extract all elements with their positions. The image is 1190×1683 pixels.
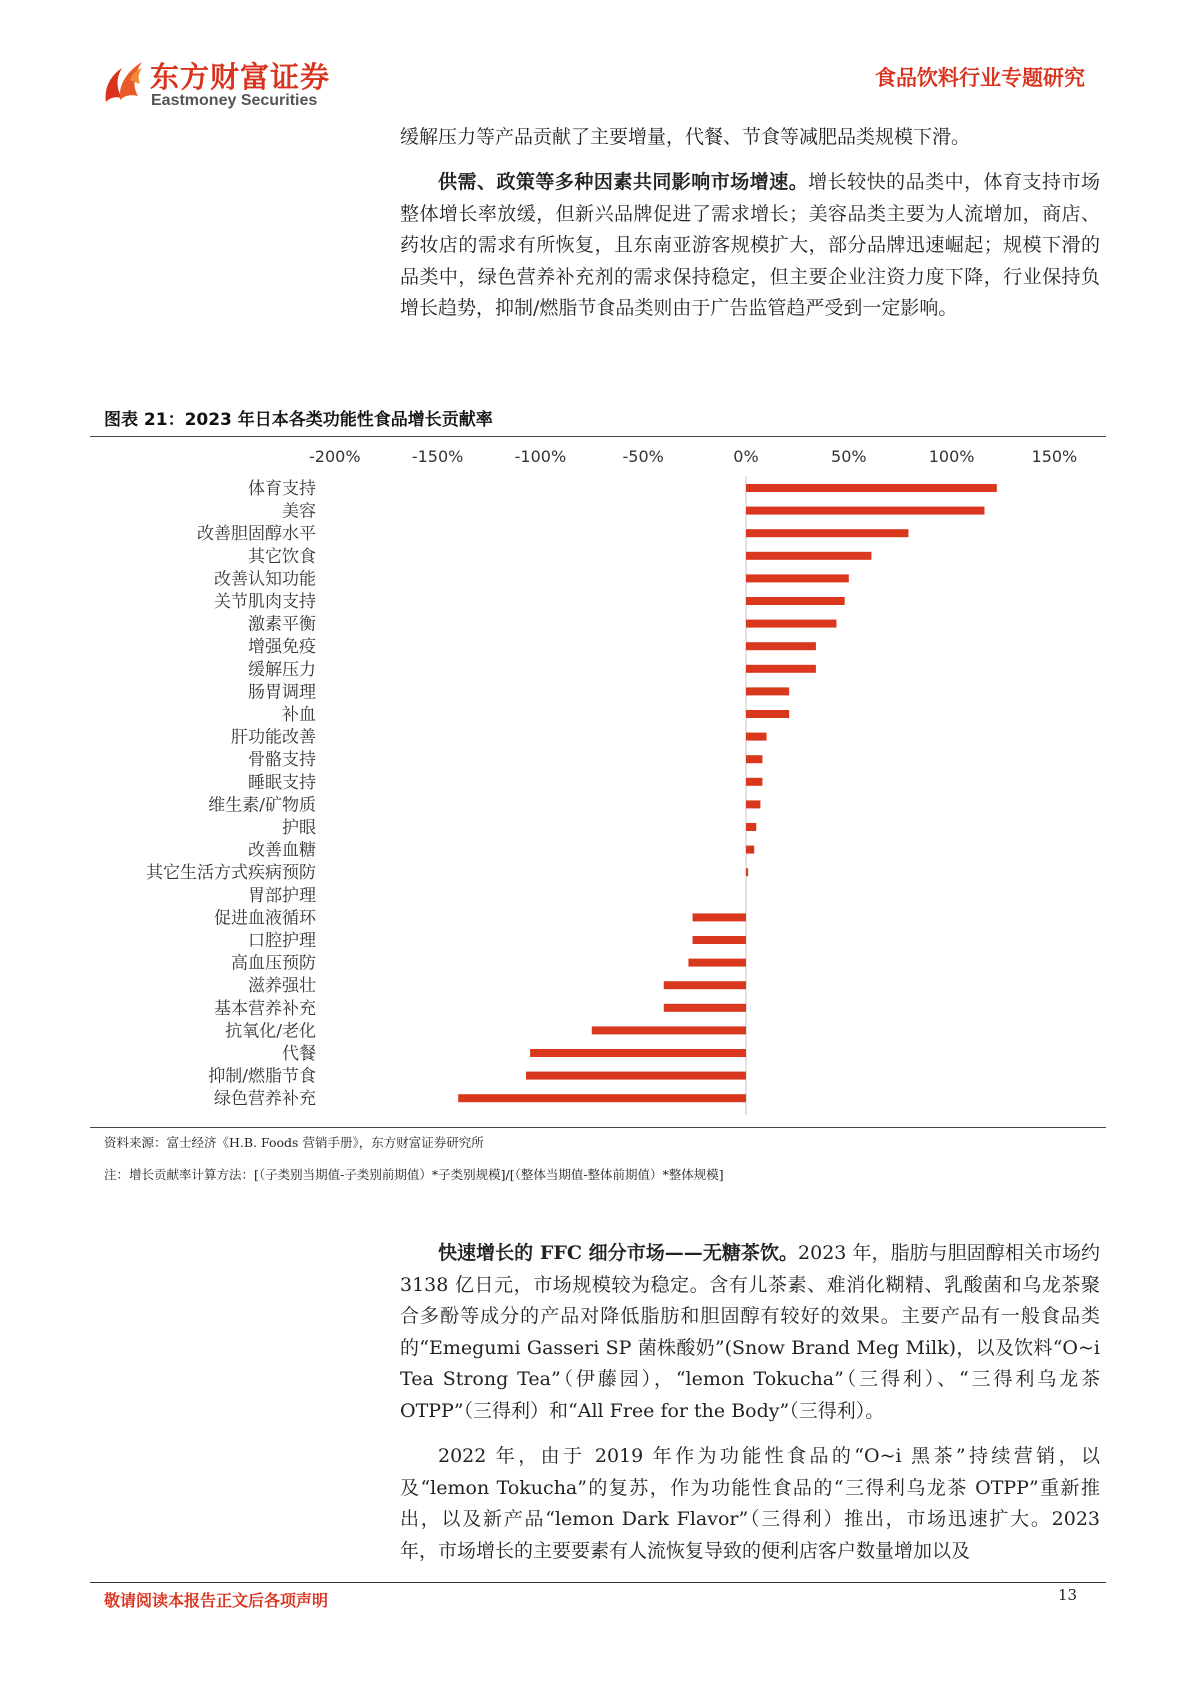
x-tick-label: 100%: [928, 447, 975, 466]
category-label: 缓解压力: [248, 659, 316, 680]
category-label: 维生素/矿物质: [208, 795, 316, 816]
category-label: 补血: [282, 705, 316, 725]
bar: [592, 1026, 746, 1034]
paragraph-2-lead: 供需、政策等多种因素共同影响市场增速。: [438, 171, 809, 193]
bar: [746, 620, 836, 628]
paragraph-2: [400, 167, 1100, 325]
category-label: 基本营养补充: [214, 998, 316, 1019]
logo-flame-icon: [102, 58, 146, 104]
paragraph-1-text: 缓解压力等产品贡献了主要增量，代餐、节食等减肥品类规模下滑。: [400, 126, 971, 148]
category-label: 体育支持: [248, 479, 316, 499]
paragraph-3-lead: 快速增长的 FFC 细分市场——无糖茶饮。: [438, 1242, 799, 1264]
logo-text-cn: 东方财富证券: [150, 60, 331, 94]
bar: [526, 1072, 746, 1080]
logo-text-en: Eastmoney Securities: [151, 92, 318, 109]
page-number: 13: [1058, 1586, 1078, 1604]
bar: [746, 778, 762, 786]
bar: [746, 529, 908, 537]
bar: [693, 913, 746, 921]
bar: [746, 710, 789, 718]
category-label: 改善胆固醇水平: [197, 524, 316, 545]
figure-top-rule: [90, 436, 1106, 437]
category-label: 肠胃调理: [248, 682, 316, 703]
category-label: 代餐: [282, 1044, 316, 1064]
bar: [664, 981, 746, 989]
bar-chart: [90, 440, 1106, 1125]
paragraph-2-text: 增长较快的品类中，体育支持市场整体增长率放缓，但新兴品牌促进了需求增长；美容品类主要为人流增加，商店、药妆店的需求有所恢复，且东南亚游客规模扩大，部分品牌迅速崛起；规模下滑的品类中，绿色营养补充剂的需求保持稳定，但主要企业注资力度下降，行业保持负增长趋势，抑制/燃脂节食品类则由于广告监管趋严受到一定影响。: [400, 171, 1100, 319]
category-label: 抗氧化/老化: [225, 1021, 316, 1042]
category-label: 滋养强壮: [248, 976, 316, 997]
x-tick-label: 0%: [733, 447, 759, 466]
figure-note: 注：增长贡献率计算方法：[（子类别当期值-子类别前期值）*子类别规模]/[（整体当期值-整体前期值）*整体规模]: [104, 1167, 724, 1182]
paragraph-3-text: 2023 年，脂肪与胆固醇相关市场约 3138 亿日元，市场规模较为稳定。含有儿茶素、难消化糊精、乳酸菌和乌龙茶聚合多酚等成分的产品对降低脂肪和胆固醇有较好的效果。主要产品有一般食品类的“Emegumi Gasseri SP 菌株酸奶”(Snow Brand Meg Milk)，以及饮料“O~i Tea Strong Tea”（伊藤园），“lemon Tokucha”（三得利）、“三得利乌龙茶 OTPP”（三得利）和“All Free for the Body”（三得利）。: [400, 1242, 1100, 1422]
bar: [746, 597, 845, 605]
bar: [746, 642, 816, 650]
bar: [530, 1049, 746, 1057]
bar: [746, 755, 762, 763]
bar: [746, 665, 816, 673]
category-label: 口腔护理: [248, 931, 316, 951]
category-label: 改善认知功能: [214, 569, 316, 590]
figure-bottom-rule: [90, 1127, 1106, 1128]
figure-title: 图表 21：2023 年日本各类功能性食品增长贡献率: [104, 410, 493, 430]
category-label: 促进血液循环: [214, 908, 316, 929]
report-title: 食品饮料行业专题研究: [875, 66, 1085, 90]
category-label: 骨骼支持: [248, 750, 316, 771]
bar: [746, 733, 767, 741]
category-label: 其它生活方式疾病预防: [146, 863, 316, 884]
category-label: 美容: [282, 501, 316, 522]
category-label: 关节肌肉支持: [214, 592, 316, 612]
bar: [746, 823, 756, 831]
category-label: 护眼: [282, 818, 316, 838]
category-label: 绿色营养补充: [214, 1089, 316, 1110]
x-tick-label: -100%: [514, 447, 567, 466]
bar: [746, 574, 849, 582]
category-label: 胃部护理: [248, 885, 316, 906]
bar: [688, 959, 746, 967]
bar: [746, 800, 760, 808]
bar: [746, 507, 984, 515]
footer-rule: [90, 1582, 1106, 1583]
x-tick-label: 150%: [1031, 447, 1078, 466]
bar: [746, 552, 871, 560]
paragraph-3: [400, 1238, 1100, 1427]
category-label: 其它饮食: [248, 546, 316, 567]
x-tick-label: -200%: [309, 447, 361, 466]
paragraph-4: [400, 1441, 1100, 1567]
x-tick-label: -150%: [411, 447, 464, 466]
category-label: 高血压预防: [231, 953, 316, 974]
bar: [458, 1094, 746, 1102]
x-tick-label: -50%: [622, 447, 664, 466]
bar: [746, 687, 789, 695]
category-label: 睡眠支持: [248, 772, 316, 793]
bar: [746, 484, 997, 492]
footer-disclaimer: 敬请阅读本报告正文后各项声明: [104, 1591, 329, 1610]
figure-source: 资料来源：富士经济《H.B. Foods 营销手册》，东方财富证券研究所: [104, 1135, 484, 1150]
category-label: 激素平衡: [248, 614, 316, 635]
category-label: 增强免疫: [248, 637, 316, 658]
bar: [693, 936, 746, 944]
category-label: 改善血糖: [248, 840, 316, 861]
bar: [664, 1004, 746, 1012]
bar: [746, 868, 748, 876]
category-label: 抑制/燃脂节食: [208, 1066, 316, 1087]
x-tick-label: 50%: [831, 447, 867, 466]
paragraph-4-text: 2022 年，由于 2019 年作为功能性食品的“O~i 黑茶”持续营销，以及“lemon Tokucha”的复苏，作为功能性食品的“三得利乌龙茶 OTPP”重新推出，以及新产品“lemon Dark Flavor”（三得利）推出，市场迅速扩大。2023 年，市场增长的主要要素有人流恢复导致的便利店客户数量增加以及: [400, 1445, 1100, 1562]
paragraph-1: [400, 122, 1100, 154]
category-label: 肝功能改善: [231, 727, 316, 748]
bar: [746, 846, 754, 854]
